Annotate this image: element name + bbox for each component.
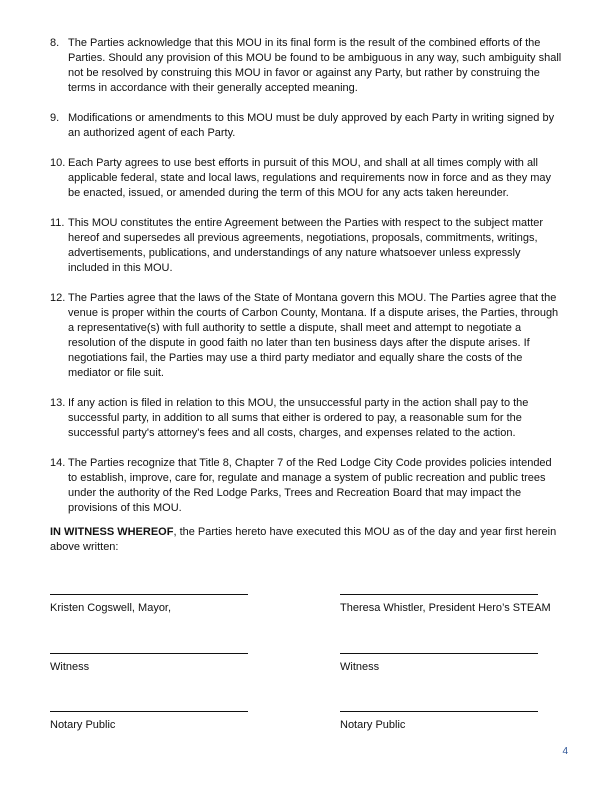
signature-label: Kristen Cogswell, Mayor,	[50, 602, 172, 614]
signature-label: Witness	[340, 661, 380, 673]
witness-text: , the Parties hereto have executed this MOU as of the day and year first herein above written:	[50, 526, 557, 553]
signature-label: Notary Public	[50, 719, 116, 731]
clause-text: Each Party agrees to use best efforts in pursuit of this MOU, and shall at all times comply with all applicable federal, state and local laws, regulations and requirements now in force and as they may be enacted, issued, or amended during the term of this MOU for any acts taken hereunder.	[68, 157, 552, 199]
signature-block-mayor	[50, 594, 248, 615]
clause-10	[50, 156, 562, 201]
signature-label: Witness	[50, 661, 90, 673]
page-number: 4	[562, 746, 568, 757]
clause-text: If any action is filed in relation to this MOU, the unsuccessful party in the action shall pay to the successful party, in addition to all sums that either is ordered to pay, a reasonable sum for the successful party's attorney's fees and all costs, charges, and expenses related to the action.	[68, 397, 529, 439]
witness-heading: IN WITNESS WHEREOF	[50, 526, 174, 538]
clause-13	[50, 396, 562, 441]
signature-block-notary-left	[50, 711, 248, 732]
signature-line	[340, 594, 538, 595]
signature-label: Notary Public	[340, 719, 406, 731]
signature-line	[340, 653, 538, 654]
clause-text: The Parties acknowledge that this MOU in its final form is the result of the combined efforts of the Parties. Should any provision of this MOU be found to be ambiguous in any way, such ambiguity shall not be resolved by construing this MOU in favor or against any Party, but rather by construing the terms in accordance with their generally accepted meaning.	[68, 37, 562, 94]
clause-number: 13.	[50, 397, 66, 409]
signature-block-notary-right	[340, 711, 538, 732]
clause-text: This MOU constitutes the entire Agreement between the Parties with respect to the subject matter hereof and supersedes all previous agreements, negotiations, proposals, commitments, writings, advertisements, publications, and understandings of any nature whatsoever unless expressly included in this MOU.	[68, 217, 544, 274]
clause-number: 14.	[50, 457, 66, 469]
clause-14	[50, 456, 562, 516]
signature-block-president	[340, 594, 551, 615]
clause-number: 10.	[50, 157, 66, 169]
clause-number: 8.	[50, 37, 60, 49]
witness-statement	[50, 525, 560, 555]
signature-line	[340, 711, 538, 712]
signature-line	[50, 594, 248, 595]
clause-number: 11.	[50, 217, 65, 229]
signature-line	[50, 653, 248, 654]
clause-text: The Parties agree that the laws of the State of Montana govern this MOU. The Parties agree that the venue is proper within the courts of Carbon County, Montana. If a dispute arises, the Parties, through a representative(s) with full authority to settle a dispute, shall meet and attempt to negotiate a resolution of the dispute in good faith no later than ten business days after the dispute arises. If negotiations fail, the Parties may use a third party mediator and equally share the costs of the mediator or file suit.	[68, 292, 559, 379]
signature-line	[50, 711, 248, 712]
signature-block-witness-right	[340, 653, 538, 674]
clause-8	[50, 36, 562, 96]
signature-block-witness-left	[50, 653, 248, 674]
clause-number: 9.	[50, 112, 60, 124]
clause-text: The Parties recognize that Title 8, Chapter 7 of the Red Lodge City Code provides policies intended to establish, improve, care for, regulate and manage a system of public recreation and public trees under the authority of the Red Lodge Parks, Trees and Recreation Board that may impact the provisions of this MOU.	[68, 457, 552, 514]
clause-12	[50, 291, 562, 381]
clause-11	[50, 216, 562, 276]
clause-list	[50, 36, 562, 531]
clause-number: 12.	[50, 292, 66, 304]
clause-9	[50, 111, 562, 141]
signature-label: Theresa Whistler, President Hero’s STEAM	[340, 602, 551, 614]
clause-text: Modifications or amendments to this MOU must be duly approved by each Party in writing signed by an authorized agent of each Party.	[68, 112, 555, 139]
